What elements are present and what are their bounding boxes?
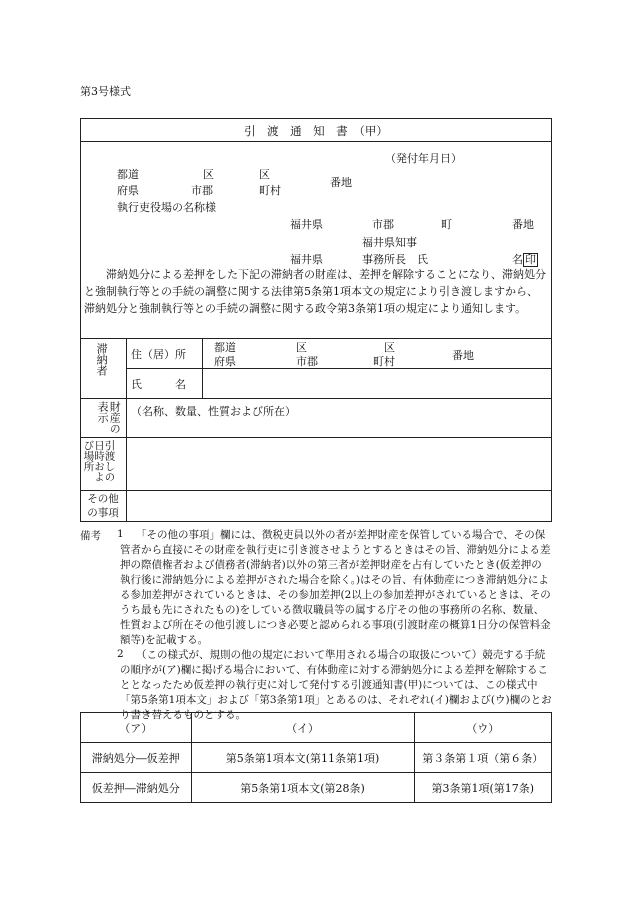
sender-town: 町 bbox=[441, 218, 452, 231]
recipient-ku2-bottom: 町村 bbox=[259, 184, 281, 197]
recipient-todofuken-top: 都道 bbox=[117, 168, 139, 181]
address-todofuken-top: 都道 bbox=[214, 341, 236, 354]
address-ku2-bottom: 町村 bbox=[373, 355, 395, 368]
note-1-number: 1 bbox=[117, 528, 124, 540]
address-ku2-top: 区 bbox=[384, 341, 395, 354]
note-2-number: 2 bbox=[117, 648, 124, 660]
address-banchi: 番地 bbox=[452, 349, 474, 362]
address-ku1-top: 区 bbox=[296, 341, 307, 354]
table-row bbox=[81, 773, 552, 803]
sender-name-char: 名 bbox=[512, 253, 523, 266]
form-number: 第3号様式 bbox=[80, 85, 131, 98]
taxpayer-bottom-divider bbox=[80, 398, 552, 399]
header-u: （ウ） bbox=[414, 713, 551, 743]
table-cell: 仮差押―滞納処分 bbox=[81, 773, 192, 803]
name-label: 氏 名 bbox=[131, 378, 186, 391]
address-todofuken-bottom: 府県 bbox=[214, 355, 236, 368]
recipient-todofuken-bottom: 府県 bbox=[117, 184, 139, 197]
property-label: 財産の表示 bbox=[96, 401, 122, 434]
remarks-label: 備考 bbox=[80, 530, 101, 542]
document-title: 引 渡 通 知 書 （甲） bbox=[244, 124, 388, 138]
note-2-text: （この様式が、規則の他の規定において準用される場合の取扱について）競売する手続の順序が(ア)欄に掲げる場合において、有体動産に対する滞納処分による差押を解除することとなったため仮差押の執行吏に対して発付する引渡通知書(甲)については、この様式中「第5条第1項本文」および「第3条第1項」とあるのは、それぞれ(イ)欄および(ウ)欄のとおり書き替えるものとする。 bbox=[120, 649, 552, 721]
sender-pref: 福井県 bbox=[290, 218, 323, 231]
recipient-office-name: 執行吏役場の名称様 bbox=[117, 201, 216, 214]
address-row-divider bbox=[126, 368, 552, 369]
recipient-ku1-top: 区 bbox=[203, 168, 214, 181]
recipient-banchi: 番地 bbox=[330, 176, 352, 189]
table-cell: 第3条第1項(第17条) bbox=[414, 773, 551, 803]
recipient-ku2-top: 区 bbox=[259, 168, 270, 181]
recipient-ku1-bottom: 市郡 bbox=[191, 184, 213, 197]
issue-date: （発付年月日） bbox=[385, 152, 462, 165]
header-a: （ア） bbox=[81, 713, 192, 743]
header-bottom-divider bbox=[80, 338, 552, 339]
table-cell: 第３条第１項（第６条） bbox=[414, 743, 551, 773]
sender-office-pref: 福井県 bbox=[290, 253, 323, 266]
table-cell: 滞納処分―仮差押 bbox=[81, 743, 192, 773]
note-1-text: 「その他の事項」欄には、徴税吏員以外の者が差押財産を保管している場合で、その保管者から直接にその財産を執行吏に引き渡させようとするときはその旨、滞納処分による差押の際債権者および債務者(滞納者)以外の第三者が差押財産を占有していたとき(仮差押の執行後に滞納処分による差押がされた場合を除く。)はその旨、有体動産につき滞納処分による参加差押がされているときは、その参加差押(2以上の参加差押がされているときは、そのうち最も先にされたもの)をしている徴収職員等の属する庁その他の事務所の名称、数量、性質および所在その他引渡しにつき必要と認められる事項(引渡財産の概算1日分の保管料金額等)を記載する。 bbox=[120, 529, 551, 646]
property-hint: （名称、数量、性質および所在） bbox=[131, 405, 296, 418]
title-divider bbox=[80, 141, 552, 142]
handover-bottom-divider bbox=[80, 490, 552, 491]
notice-body-text: 滞納処分による差押をした下記の滞納者の財産は、差押を解除することになり、滞納処分と強制執行等との手続の調整に関する法律第5条第1項本文の規定により引き渡しますから、滞納処分と強制執行等との手続の調整に関する政令第3条第1項の規定により通知します。 bbox=[84, 268, 546, 315]
sender-banchi: 番地 bbox=[512, 218, 534, 231]
table-row bbox=[81, 743, 552, 773]
sender-governor: 福井県知事 bbox=[362, 236, 417, 249]
sender-name-seal bbox=[512, 251, 538, 267]
table-cell: 第5条第1項本文(第28条) bbox=[191, 773, 414, 803]
taxpayer-label: 滞納者 bbox=[95, 343, 109, 376]
address-ku1-bottom: 市郡 bbox=[296, 355, 318, 368]
handover-label: 引渡しの日時および場所 bbox=[82, 440, 116, 482]
sender-office-chief: 事務所長 氏 bbox=[362, 253, 428, 266]
address-label: 住（居）所 bbox=[131, 348, 186, 361]
other-label: その他の事項 bbox=[87, 493, 119, 519]
table-cell: 第5条第1項本文(第11条第1項) bbox=[191, 743, 414, 773]
table-header-row bbox=[81, 713, 552, 743]
sender-city: 市郡 bbox=[372, 218, 394, 231]
label-column-divider bbox=[126, 338, 127, 522]
main-form-frame bbox=[80, 118, 552, 522]
header-i: （イ） bbox=[191, 713, 414, 743]
replacement-table bbox=[80, 712, 552, 803]
seal-mark: 印 bbox=[525, 253, 536, 266]
property-bottom-divider bbox=[80, 437, 552, 438]
